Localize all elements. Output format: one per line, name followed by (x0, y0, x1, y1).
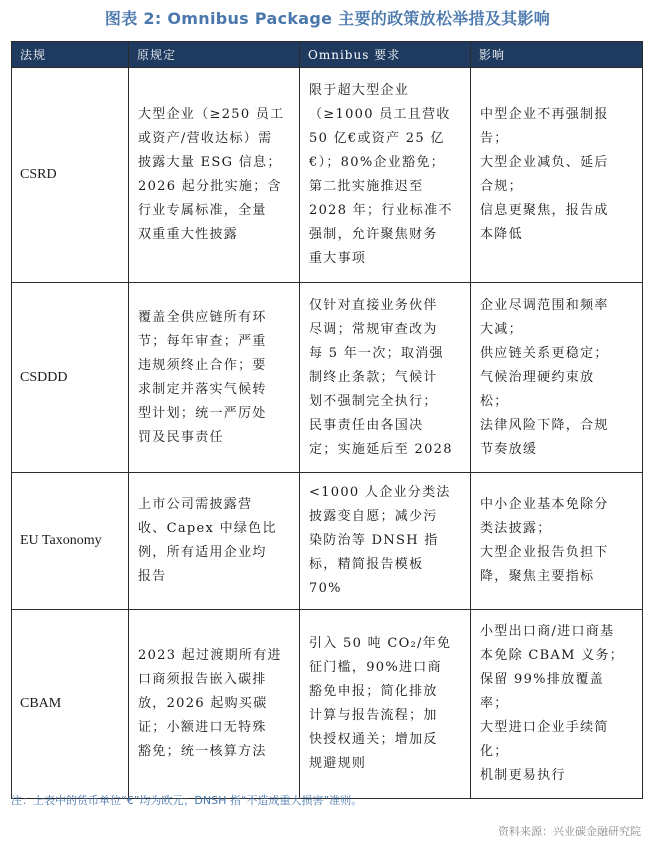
cell-text-line: 70% (309, 581, 342, 596)
figure-title: 图表 2: Omnibus Package 主要的政策放松举措及其影响 (104, 9, 551, 28)
regulation-cell: CSDDD (12, 283, 129, 473)
cell-text-line: 规避规则 (309, 756, 367, 771)
original-rule-cell (129, 283, 300, 473)
cell-text-line: 降，聚焦主要指标 (480, 569, 595, 584)
cell-text-line: 例，所有适用企业均 (138, 545, 267, 560)
cell-text-line: 尽调；常规审查改为 (309, 321, 438, 337)
cell-text-line: 豁免申报；简化排放 (309, 684, 438, 699)
cell-text-line: 大型进口企业手续简 (480, 720, 609, 735)
cell-text-line: 中小企业基本免除分 (480, 497, 609, 512)
cell-text-line: 中型企业不再强制报 (480, 107, 609, 122)
cell-text-line: 机制更易执行 (480, 768, 566, 783)
table-header-row (12, 42, 643, 68)
cell-text-line: 双重重大性披露 (138, 227, 239, 242)
cell-text-line: 覆盖全供应链所有环 (138, 309, 267, 325)
source-note: 资料来源：兴业碳金融研究院 (498, 825, 641, 838)
cell-text-line: 报告 (138, 569, 167, 584)
regulation-cell: EU Taxonomy (12, 473, 129, 610)
cell-text-line: 供应链关系更稳定； (480, 345, 609, 361)
header-impact: 影响 (471, 42, 643, 68)
cell-text-line: 行业专属标准，全量 (138, 203, 267, 218)
cell-text-line: 披露变自愿；减少污 (309, 509, 438, 524)
cell-text-line: 披露大量 ESG 信息； (138, 155, 282, 170)
cell-text-line: 化； (480, 744, 509, 759)
cell-text-line: 50 亿€或资产 25 亿 (309, 131, 445, 146)
cell-text-line: 证；小额进口无特殊 (138, 720, 267, 735)
cell-text-line: 节奏放缓 (480, 441, 538, 457)
omnibus-requirement-cell (300, 610, 471, 799)
omnibus-requirement-cell (300, 68, 471, 283)
omnibus-requirement-cell (300, 283, 471, 473)
cell-text-line: 率； (480, 696, 509, 711)
cell-text-line: 上市公司需披露营 (138, 497, 253, 512)
cell-text-line: 大型企业（≥250 员工 (138, 107, 285, 122)
cell-text-line: 仅针对直接业务伙伴 (309, 297, 438, 313)
regulation-cell: CBAM (12, 610, 129, 799)
cell-text-line: 限于超大型企业 (309, 83, 410, 98)
header-omnibus-requirement: Omnibus 要求 (300, 42, 471, 68)
cell-text-line: 型计划；统一严厉处 (138, 405, 267, 421)
cell-text-line: 2023 起过渡期所有进 (138, 648, 282, 663)
cell-text-line: <1000 人企业分类法 (309, 485, 451, 500)
cell-text-line: 气候治理硬约束放 (480, 369, 595, 385)
cell-text-line: 本免除 CBAM 义务； (480, 648, 625, 663)
original-rule-cell (129, 68, 300, 283)
cell-text-line: 放，2026 起购买碳 (138, 696, 268, 711)
cell-text-line: 引入 50 吨 CO₂/年免 (309, 636, 452, 651)
impact-cell (471, 473, 643, 610)
cell-text-line: 类法披露； (480, 521, 552, 536)
cell-text-line: 标，精简报告模板 (309, 557, 424, 572)
original-rule-cell (129, 473, 300, 610)
cell-text-line: €）；80%企业豁免； (309, 155, 445, 170)
cell-text-line: 收、Capex 中绿色比 (138, 521, 277, 536)
cell-text-line: 告； (480, 131, 509, 146)
cell-text-line: 企业尽调范围和频率 (480, 297, 609, 313)
cell-text-line: 征门槛，90%进口商 (309, 660, 442, 675)
cell-text-line: 罚及民事责任 (138, 429, 224, 445)
impact-cell (471, 610, 643, 799)
cell-text-line: 强制，允许聚焦财务 (309, 227, 438, 242)
cell-text-line: 定；实施延后至 2028 (309, 441, 453, 457)
cell-text-line: 或资产/营收达标）需 (138, 131, 273, 146)
cell-text-line: 制终止条款；气候计 (309, 369, 438, 385)
cell-text-line: 小型出口商/进口商基 (480, 624, 615, 639)
header-regulation: 法规 (12, 42, 129, 68)
footnote: 注：上表中的货币单位“€”均为欧元；DNSH 指“不造成重大损害”准则。 (11, 794, 363, 807)
impact-cell (471, 283, 643, 473)
cell-text-line: 违规须终止合作；要 (138, 357, 267, 373)
cell-text-line: 2028 年；行业标准不 (309, 203, 453, 218)
cell-text-line: 民事责任由各国决 (309, 417, 424, 433)
table-row (12, 473, 643, 610)
original-rule-cell (129, 610, 300, 799)
cell-text-line: 松； (480, 393, 509, 409)
table-row (12, 283, 643, 473)
cell-text-line: 染防治等 DNSH 指 (309, 533, 439, 548)
omnibus-requirement-cell (300, 473, 471, 610)
cell-text-line: 计算与报告流程；加 (309, 708, 438, 723)
cell-text-line: 节；每年审查；严重 (138, 333, 267, 349)
cell-text-line: 豁免；统一核算方法 (138, 744, 267, 759)
cell-text-line: 合规； (480, 179, 523, 194)
regulation-cell: CSRD (12, 68, 129, 283)
cell-text-line: 求制定并落实气候转 (138, 381, 267, 397)
cell-text-line: 第二批实施推迟至 (309, 179, 424, 194)
cell-text-line: 法律风险下降，合规 (480, 417, 609, 433)
cell-text-line: 保留 99%排放覆盖 (480, 672, 605, 687)
cell-text-line: 划不强制完全执行； (309, 393, 438, 409)
cell-text-line: 大型企业减负、延后 (480, 155, 609, 170)
impact-cell (471, 68, 643, 283)
cell-text-line: 大型企业报告负担下 (480, 545, 609, 560)
table-row (12, 68, 643, 283)
cell-text-line: 本降低 (480, 227, 523, 242)
cell-text-line: 每 5 年一次；取消强 (309, 345, 444, 361)
policy-table (11, 41, 643, 799)
cell-text-line: 重大事项 (309, 251, 367, 266)
table-body (12, 68, 643, 799)
cell-text-line: 大减； (480, 321, 523, 337)
table-row (12, 610, 643, 799)
cell-text-line: 2026 起分批实施；含 (138, 179, 282, 194)
cell-text-line: 口商须报告嵌入碳排 (138, 672, 267, 687)
cell-text-line: 信息更聚焦，报告成 (480, 203, 609, 218)
cell-text-line: 快授权通关；增加反 (309, 732, 438, 747)
cell-text-line: （≥1000 员工且营收 (309, 107, 451, 122)
header-original-rule: 原规定 (129, 42, 300, 68)
